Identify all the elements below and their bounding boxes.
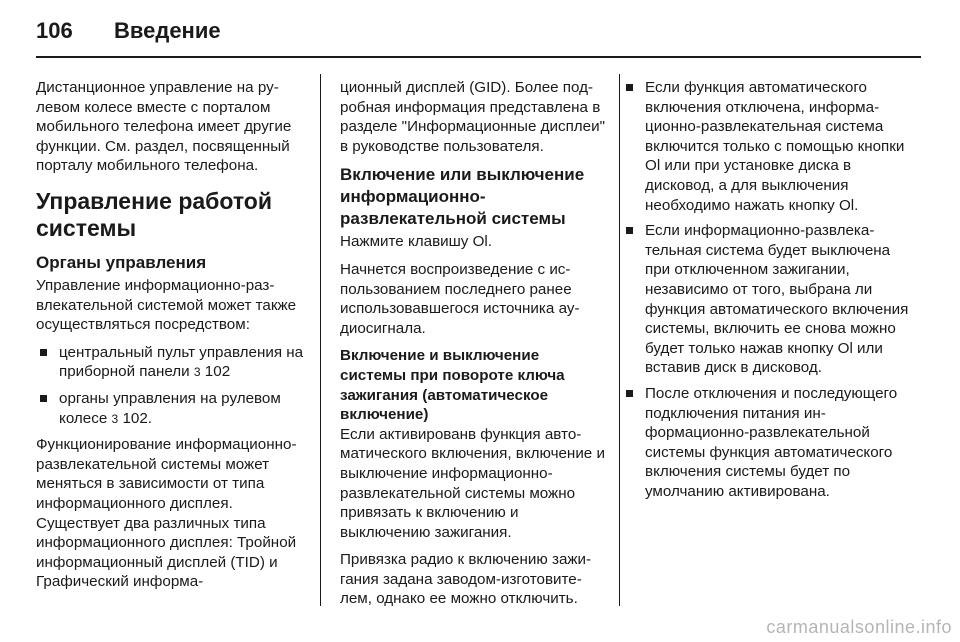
column-3 (622, 78, 912, 507)
column-2 (340, 78, 606, 617)
column-divider-1 (320, 74, 321, 606)
subsection-heading-on-off: Включение или выключение информационно-развлекательной системы (340, 165, 585, 229)
intro-paragraph: Дистанционное управление на рулевом колесе вместе с порталом мобильного телефона имеет другие функции. См. раздел, посвященный порталу мобильного телефона. (36, 79, 292, 175)
bullet-square-icon (626, 227, 633, 234)
header-rule (36, 56, 921, 58)
page-ref: 102 (204, 363, 231, 381)
page-ref: 102. (122, 409, 152, 427)
list-item (36, 389, 306, 429)
page-title: Введение (114, 18, 221, 43)
section-heading: Управление работой системы (36, 187, 272, 241)
subheading-auto-on: Включение и выключение системы при повороте ключа зажигания (автоматическое включение) (340, 347, 565, 424)
list-item (622, 384, 912, 502)
list-item-text: центральный пульт управления на приборной панели (59, 343, 304, 381)
controls-paragraph: Управление информационно-развлекательной системой может также осуществляться посредством: (36, 276, 297, 334)
page-ref-arrow-icon: 3 (111, 411, 119, 426)
subsection-heading-controls: Органы управления (36, 252, 207, 272)
bullet-square-icon (626, 84, 633, 91)
column-1 (36, 78, 306, 600)
list-item-text: органы управления на рулевом колесе (59, 389, 281, 427)
bullet-square-icon (40, 395, 47, 402)
auto-on-paragraph: Если активированв функция автоматического включения, включение и выключение информационно-развлекательной системы можно привязать к включению и выключению зажигания. (340, 425, 605, 541)
list-item (36, 343, 306, 383)
continued-paragraph: ционный дисплей (GID). Более подробная информация представлена в разделе "Информационные дисплеи" в руководстве пользователя. (340, 79, 605, 155)
list-item (622, 78, 912, 215)
bullet-square-icon (40, 349, 47, 356)
watermark: carmanualsonline.info (766, 617, 952, 637)
page-number: 106 (36, 18, 73, 43)
display-types-paragraph: Функционирование информационно-развлекательной системы может меняться в зависимости от типа информационного дисплея. Существует два различных типа информационного дисплея: Тройной информационный дисплей (TID) и Графический информа- (36, 436, 297, 591)
list-item-text: Если информационно-развлекательная система будет выключена при отключенном зажигании, независимо от того, выбрана ли функция автоматического включения системы, включить ее снова можно будет только нажав кнопку Ol или вставив диск в дисковод. (645, 222, 909, 377)
bullet-square-icon (626, 390, 633, 397)
playback-paragraph: Начнется воспроизведение с использованием последнего ранее использовавшегося источника аудиосигнала. (340, 260, 580, 337)
press-key-paragraph: Нажмите клавишу Ol. (340, 233, 493, 251)
list-item-text: После отключения и последующего подключения питания информационно-развлекательной системы функция автоматического включения системы будет по умолчанию активирована. (645, 384, 898, 500)
list-item-text: Если функция автоматического включения отключена, информационно-развлекательная система включится только с помощью кнопки Ol или при установке диска в дисковод, а для выключения необходимо нажать кнопку Ol. (645, 79, 905, 214)
page-ref-arrow-icon: 3 (193, 365, 201, 380)
column-divider-2 (619, 74, 620, 606)
factory-binding-paragraph: Привязка радио к включению зажигания задана заводом-изготовителем, однако ее можно отключить. (340, 551, 592, 608)
page-header (36, 14, 921, 48)
list-item (622, 221, 912, 378)
